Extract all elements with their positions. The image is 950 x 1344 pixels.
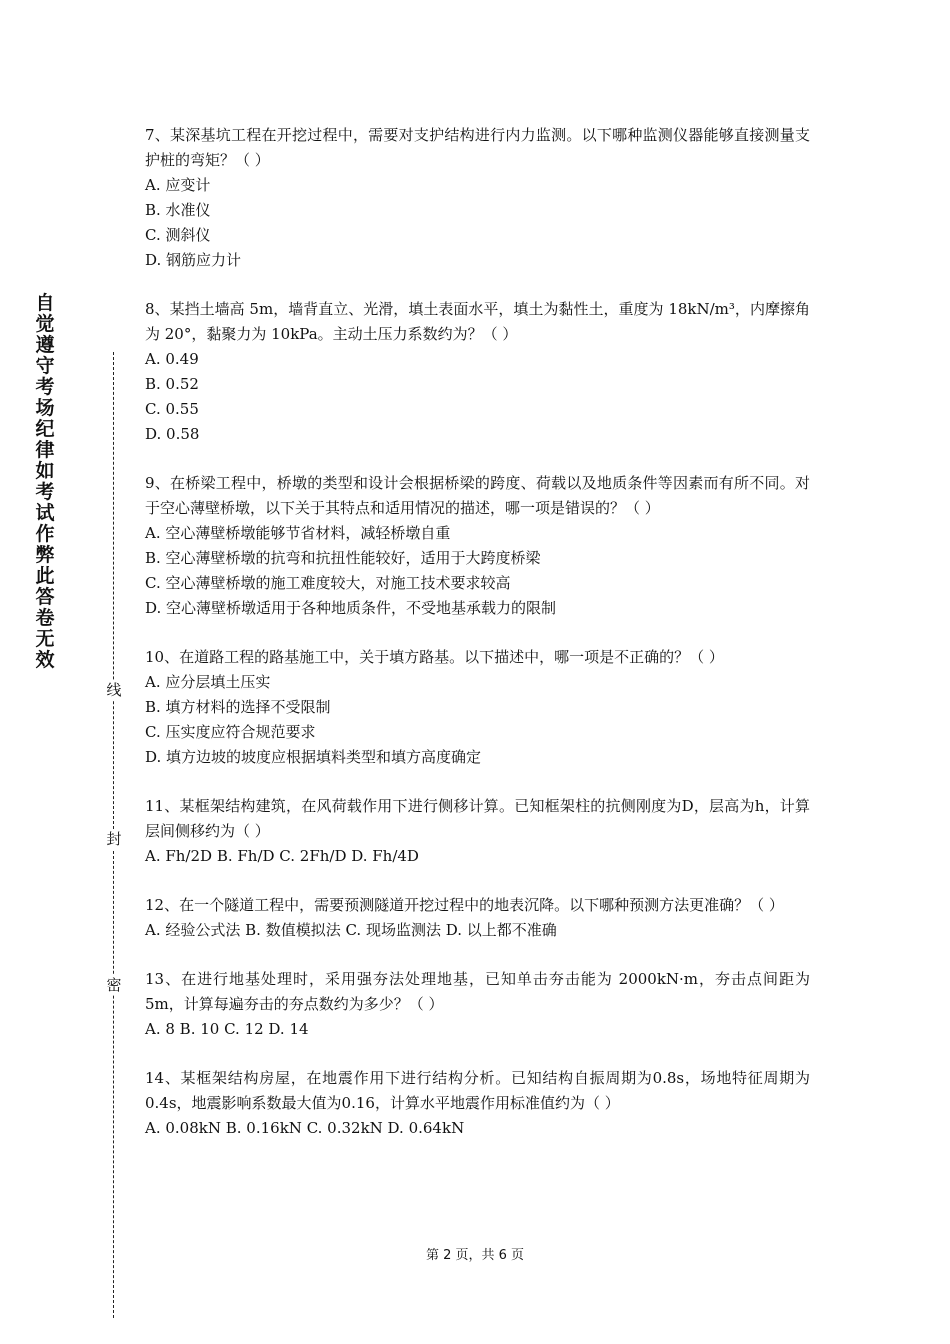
options-inline: A. Fh/2D B. Fh/D C. 2Fh/D D. Fh/4D xyxy=(145,847,419,865)
option-b: B. 水准仪 xyxy=(145,201,211,219)
question-9 xyxy=(145,471,810,621)
question-12 xyxy=(145,893,810,943)
question-10 xyxy=(145,645,810,770)
question-stem: 9、在桥梁工程中，桥墩的类型和设计会根据桥梁的跨度、荷载以及地质条件等因素而有所不同。对于空心薄壁桥墩，以下关于其特点和适用情况的描述，哪一项是错误的？（ ） xyxy=(145,474,810,517)
option-b: B. 0.52 xyxy=(145,375,199,393)
option-c: C. 测斜仪 xyxy=(145,226,211,244)
option-d: D. 钢筋应力计 xyxy=(145,251,242,269)
question-stem: 10、在道路工程的路基施工中，关于填方路基。以下描述中，哪一项是不正确的？（ ） xyxy=(145,648,724,666)
binding-mark-feng: 封 xyxy=(104,829,124,849)
option-c: C. 空心薄壁桥墩的施工难度较大，对施工技术要求较高 xyxy=(145,574,511,592)
page-footer: 第 2 页，共 6 页 xyxy=(425,1248,525,1263)
exam-discipline-notice: 自觉遵守考场纪律如考试作弊此答卷无效 xyxy=(35,292,55,671)
question-stem: 12、在一个隧道工程中，需要预测隧道开挖过程中的地表沉降。以下哪种预测方法更准确？（ ） xyxy=(145,896,784,914)
question-stem: 14、某框架结构房屋，在地震作用下进行结构分析。已知结构自振周期为0.8s，场地特征周期为0.4s，地震影响系数最大值为0.16，计算水平地震作用标准值约为（ ） xyxy=(145,1069,810,1112)
question-13 xyxy=(145,967,810,1042)
question-8 xyxy=(145,297,810,447)
options-inline: A. 经验公式法 B. 数值模拟法 C. 现场监测法 D. 以上都不准确 xyxy=(145,921,557,939)
question-stem: 8、某挡土墙高 5m，墙背直立、光滑，填土表面水平，填土为黏性土，重度为 18kN/m³，内摩擦角为 20°，黏聚力为 10kPa。主动土压力系数约为？（ ） xyxy=(145,300,810,343)
binding-mark-mi: 密 xyxy=(104,975,124,995)
option-a: A. 应分层填土压实 xyxy=(145,673,271,691)
option-d: D. 0.58 xyxy=(145,425,200,443)
question-11 xyxy=(145,794,810,869)
option-d: D. 空心薄壁桥墩适用于各种地质条件，不受地基承载力的限制 xyxy=(145,599,557,617)
option-c: C. 压实度应符合规范要求 xyxy=(145,723,316,741)
option-c: C. 0.55 xyxy=(145,400,199,418)
option-a: A. 0.49 xyxy=(145,350,199,368)
options-inline: A. 0.08kN B. 0.16kN C. 0.32kN D. 0.64kN xyxy=(145,1119,465,1137)
option-a: A. 空心薄壁桥墩能够节省材料，减轻桥墩自重 xyxy=(145,524,451,542)
question-7 xyxy=(145,123,810,273)
question-stem: 13、在进行地基处理时，采用强夯法处理地基，已知单击夯击能为 2000kN·m，夯击点间距为 5m，计算每遍夯击的夯点数约为多少？（ ） xyxy=(145,970,810,1013)
question-14 xyxy=(145,1066,810,1141)
option-b: B. 填方材料的选择不受限制 xyxy=(145,698,331,716)
question-stem: 11、某框架结构建筑，在风荷载作用下进行侧移计算。已知框架柱的抗侧刚度为D，层高为h，计算层间侧移约为（ ） xyxy=(145,797,810,840)
option-a: A. 应变计 xyxy=(145,176,211,194)
question-stem: 7、某深基坑工程在开挖过程中，需要对支护结构进行内力监测。以下哪种监测仪器能够直接测量支护桩的弯矩？（ ） xyxy=(145,126,810,169)
option-b: B. 空心薄壁桥墩的抗弯和抗扭性能较好，适用于大跨度桥梁 xyxy=(145,549,541,567)
binding-mark-xian: 线 xyxy=(104,680,124,700)
question-list xyxy=(145,123,810,1165)
option-d: D. 填方边坡的坡度应根据填料类型和填方高度确定 xyxy=(145,748,482,766)
options-inline: A. 8 B. 10 C. 12 D. 14 xyxy=(145,1020,309,1038)
